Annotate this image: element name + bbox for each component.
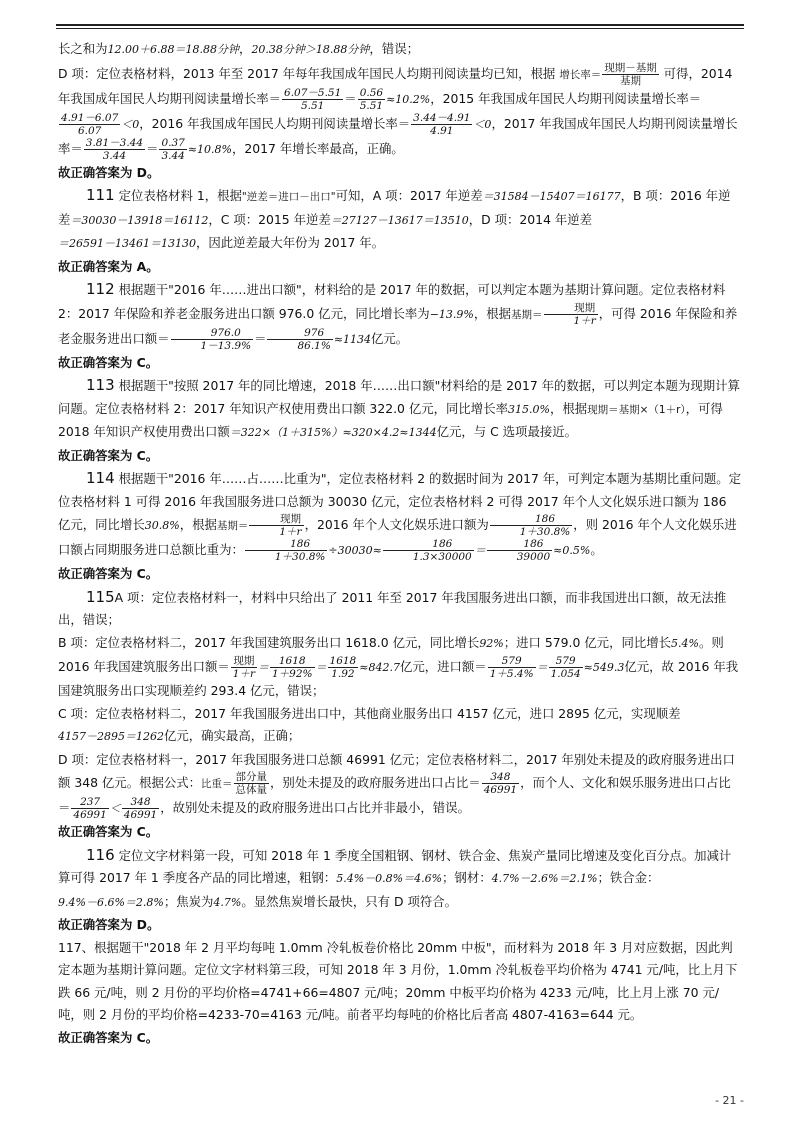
fraction: $\frac{186}{1+30.8\%}$ xyxy=(245,538,328,563)
fraction: $\frac{\text{现期}}{1+r}$ xyxy=(544,302,598,327)
paragraph-114: 114 根据题干"2016 年……占……比重为"，定位表格材料 2 的数据时间为 2017 年，可判定本题为基期比重问题。定位表格材料 1 可得 2016 年我国服务进口总额为 30030 亿元，定位表格材料 2 可得 2017 年个人文化娱乐进口额为 186 亿元，同比增长30.8%，根据基期＝ $\frac{\text{现期}}{1+r}$ ，2016 年个人文化娱乐进口额为 $\frac{186}{1+30.8\%}$ ，则 2016 年个人文化娱乐进口额占同期服务进口总额比重为： $\frac{186}{1+30.8\%}$ ÷30030≈ $\frac{186}{1.3\times 30000}$ ＝ $\frac{186}{39000}$ ≈0.5%。 xyxy=(58,469,742,563)
fraction: $\frac{1618}{1+92\%}$ xyxy=(271,655,313,680)
question-number: 111 xyxy=(86,186,115,204)
fraction: $\frac{\text{现期}}{1+r}$ xyxy=(249,513,303,538)
paragraph-117: 117、根据题干"2018 年 2 月平均每吨 1.0mm 冷轧板卷价格比 20mm 中板"，而材料为 2018 年 3 月对应数据，因此判定本题为基期计算问题。定位文字材料第三段，可知 2018 年 3 月份，1.0mm 冷轧板卷平均价格为 4741 元/吨，比上月下跌 66 元/吨，则 2 月份的平均价格=4741+66=4807 元/吨；20mm 中板平均价格为 4233 元/吨，比上月上涨 70 元/吨，则 2 月份的平均价格=4233-70=4163 元/吨。前者平均每吨的价格比后者高 4807-4163=644 元。 xyxy=(58,939,738,1022)
question-number: 116 xyxy=(86,845,115,864)
fraction: $\frac{237}{46991}$ xyxy=(73,796,107,821)
fraction: $\frac{579}{1.054}$ xyxy=(550,655,581,680)
fraction: $\frac{186}{1.3\times 30000}$ xyxy=(383,538,474,563)
fraction: $\frac{6.07-5.51}{5.51}$ xyxy=(284,86,342,112)
answer-110: 故正确答案为 D。 xyxy=(58,164,160,180)
question-number: 115 xyxy=(86,587,115,606)
answer-112: 故正确答案为 C。 xyxy=(58,354,159,370)
answer-115: 故正确答案为 C。 xyxy=(58,824,159,839)
math: 20.38分钟＞18.88分钟 xyxy=(251,43,370,56)
paragraph-116: 116 定位文字材料第一段，可知 2018 年 1 季度全国粗钢、钢材、铁合金、焦炭产量同比增速及变化百分点。加减计算可得 2017 年 1 季度各产品的同比增速，粗钢：5.4%－0.8%＝4.6%；钢材：4.7%－2.6%＝2.1%；铁合金：9.4%－6.6%＝2.8%；焦炭为4.7%。显然焦炭增长最快，只有 D 项符合。 xyxy=(58,845,732,909)
fraction: $\frac{3.81-3.44}{3.44}$ xyxy=(85,136,144,162)
fraction: $\frac{186}{1+30.8\%}$ xyxy=(490,513,573,538)
fraction: $\frac{976}{86.1\%}$ xyxy=(267,327,332,352)
fraction: $\frac{348}{46991}$ xyxy=(123,796,158,821)
fraction: $\frac{579}{1+5.4\%}$ xyxy=(489,655,534,680)
header-rule xyxy=(56,24,744,26)
question-number: 113 xyxy=(86,376,115,394)
fraction: $\frac{976.0}{1-13.9\%}$ xyxy=(171,327,254,352)
paragraph-115-a: 115A 项：定位表格材料一，材料中只给出了 2011 年至 2017 年我国服务进出口额，而非我国进出口额，故无法推出，错误； xyxy=(58,587,727,627)
fraction: $\frac{3.44-4.91}{4.91}$ xyxy=(413,111,471,137)
fraction: $\frac{4.91-6.07}{6.07}$ xyxy=(61,111,119,137)
fraction: $\frac{1618}{1.92}$ xyxy=(329,655,357,680)
fraction: $\frac{\text{现期－基期}}{\text{基期}}$ xyxy=(604,61,657,87)
answer-111: 故正确答案为 A。 xyxy=(58,258,159,274)
question-number: 114 xyxy=(86,469,115,487)
paragraph-115-d: D 项：定位表格材料一，2017 年我国服务进口总额 46991 亿元；定位表格材料二，2017 年别处未提及的政府服务进出口额 348 亿元。根据公式：比重＝ $\frac{\text{部分量}}{\text{总体量}}$ ，别处未提及的政府服务进出口占比＝ $\frac{348}{46991}$ ，而个人、文化和娱乐服务进出口占比＝ $\frac{237}{46991}$ ＜ $\frac{348}{46991}$ ，故别处未提及的政府服务进出口占比并非最小，错误。 xyxy=(58,751,735,821)
paragraph-110-d: D 项：定位表格材料，2013 年至 2017 年每年我国成年国民人均期刊阅读量均已知，根据 增长率＝ $\frac{\text{现期－基期}}{\text{基期}}$ 可得，2014 年我国成年国民人均期刊阅读量增长率＝ $\frac{6.07-5.51}{5.51}$ ＝ $\frac{0.56}{5.51}$ ≈10.2%，2015 年我国成年国民人均期刊阅读量增长率＝ $\frac{4.91-6.07}{6.07}$ ＜0，2016 年我国成年国民人均期刊阅读量增长率＝ $\frac{3.44-4.91}{4.91}$ ＜0，2017 年我国成年国民人均期刊阅读量增长率＝ $\frac{3.81-3.44}{3.44}$ ＝ $\frac{0.37}{3.44}$ ≈10.8%，2017 年增长率最高，正确。 xyxy=(58,61,738,162)
fraction: $\frac{\text{现期}}{1+r}$ xyxy=(232,655,255,680)
document-page xyxy=(58,38,742,1049)
paragraph-111: 111 定位表格材料 1，根据"逆差＝进口－出口"可知，A 项：2017 年逆差＝31584－15407＝16177，B 项：2016 年逆差＝30030－13918＝16112，C 项：2015 年逆差＝27127－13617＝13510，D 项：2014 年逆差＝26591－13461＝13130，因此逆差最大年份为 2017 年。 xyxy=(58,186,731,250)
fraction: $\frac{348}{46991}$ xyxy=(483,771,518,796)
fraction: $\frac{\text{部分量}}{\text{总体量}}$ xyxy=(235,771,268,796)
header-rule-thin xyxy=(56,28,744,29)
answer-113: 故正确答案为 C。 xyxy=(58,447,159,463)
question-number: 112 xyxy=(86,280,115,298)
paragraph-113: 113 根据题干"按照 2017 年的同比增速，2018 年……出口额"材料给的是 2017 年的数据，可以判定本题为现期计算问题。定位表格材料 2：2017 年知识产权使用费出口额 322.0 亿元，同比增长率315.0%，根据现期＝基期×（1＋r），可得 2018 年知识产权使用费出口额＝322×（1＋315%）≈320×4.2≈1344亿元，与 C 选项最接近。 xyxy=(58,376,740,439)
page-number: - 21 - xyxy=(715,1094,744,1107)
paragraph-115-c: C 项：定位表格材料二，2017 年我国服务进出口中，其他商业服务出口 4157 亿元，进口 2895 亿元，实现顺差4157－2895＝1262亿元，确实最高，正确； xyxy=(58,705,681,743)
paragraph-115-b: B 项：定位表格材料二，2017 年我国建筑服务出口 1618.0 亿元，同比增长92%；进口 579.0 亿元，同比增长5.4%。则 2016 年我国建筑服务出口额＝ $\frac{\text{现期}}{1+r}$ ＝ $\frac{1618}{1+92\%}$ ＝ $\frac{1618}{1.92}$ ≈842.7亿元，进口额＝ $\frac{579}{1+5.4\%}$ ＝ $\frac{579}{1.054}$ ≈549.3亿元，故 2016 年我国建筑服务出口实现顺差约 293.4 亿元，错误； xyxy=(58,634,739,698)
paragraph-110-c-tail: 长之和为12.00＋6.88＝18.88分钟，20.38分钟＞18.88分钟，错误； xyxy=(58,41,419,56)
fraction: $\frac{186}{39000}$ xyxy=(487,538,552,563)
paragraph-112: 112 根据题干"2016 年……进出口额"，材料给的是 2017 年的数据，可以判定本题为基期计算问题。定位表格材料 2：2017 年保险和养老金服务进出口额 976.0 亿元，同比增长率为−13.9%，根据基期＝ $\frac{\text{现期}}{1+r}$ ，可得 2016 年保险和养老金服务进出口额＝ $\frac{976.0}{1-13.9\%}$ ＝ $\frac{976}{86.1\%}$ ≈1134亿元。 xyxy=(58,280,738,352)
answer-117: 故正确答案为 C。 xyxy=(58,1029,159,1045)
fraction: $\frac{0.56}{5.51}$ xyxy=(359,86,384,112)
answer-114: 故正确答案为 C。 xyxy=(58,566,159,581)
answer-116: 故正确答案为 D。 xyxy=(58,917,160,932)
fraction: $\frac{0.37}{3.44}$ xyxy=(161,136,185,162)
math: 12.00＋6.88＝18.88分钟 xyxy=(107,43,240,56)
